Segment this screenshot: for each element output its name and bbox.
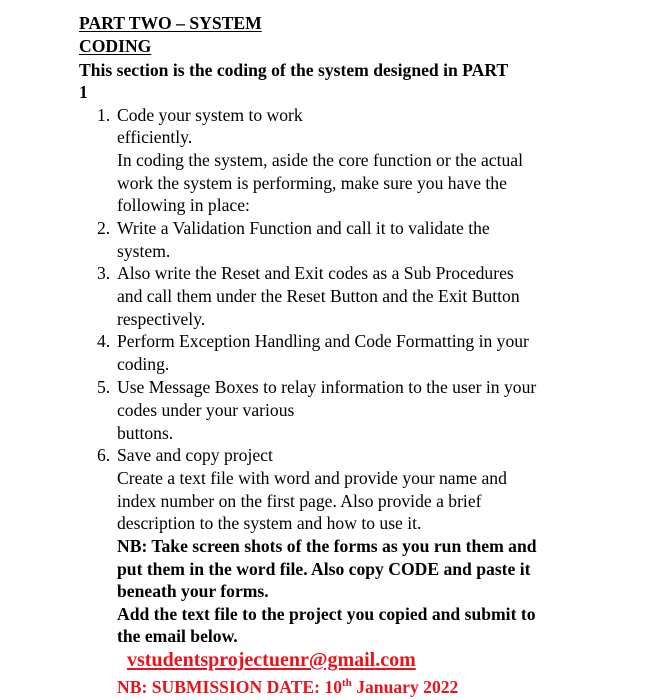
heading-line-1: PART TWO – SYSTEM [79, 13, 262, 33]
list-item-line: respectively. [117, 309, 206, 329]
nb-note-line: the email below. [117, 626, 238, 646]
list-item-line: index number on the first page. Also provide a brief [117, 491, 482, 511]
nb-note-line: put them in the word file. Also copy CODE and paste it [117, 559, 531, 579]
submission-date-prefix: NB: SUBMISSION DATE: 10 [117, 677, 343, 697]
submission-date-suffix-sup: th [342, 677, 352, 689]
list-item-line: system. [117, 241, 171, 261]
list-item-line: efficiently. [117, 127, 193, 147]
heading-line-2: CODING [79, 36, 152, 56]
list-item-line: Save and copy project [117, 445, 273, 465]
list-item-line: description to the system and how to use it. [117, 513, 422, 533]
nb-note-line: NB: Take screen shots of the forms as you run them and [117, 536, 537, 556]
list-item-number: 1. [97, 105, 111, 125]
list-item-line: following in place: [117, 195, 250, 215]
nb-note-line: beneath your forms. [117, 581, 269, 601]
list-item-line: Use Message Boxes to relay information to the user in your [117, 377, 537, 397]
submission-date-suffix: January 2022 [351, 677, 459, 697]
list-item-number: 3. [97, 263, 111, 283]
nb-note-line: Add the text file to the project you copied and submit to [117, 604, 536, 624]
list-item-line: work the system is performing, make sure you have the [117, 173, 507, 193]
list-item-line: In coding the system, aside the core function or the actual [117, 150, 523, 170]
list-item-number: 6. [97, 445, 111, 465]
list-item-line: buttons. [117, 423, 174, 443]
list-item-line: Create a text file with word and provide your name and [117, 468, 507, 488]
list-item-line: and call them under the Reset Button and the Exit Button [117, 286, 520, 306]
submission-date [117, 676, 458, 698]
list-item-line: codes under your various [117, 400, 295, 420]
list-item-line: Write a Validation Function and call it to validate the [117, 218, 490, 238]
list-item-number: 4. [97, 331, 111, 351]
intro-line-1: This section is the coding of the system designed in PART [79, 60, 509, 80]
list-item-line: Code your system to work [117, 105, 303, 125]
list-item-number: 5. [97, 377, 111, 397]
list-item-line: Perform Exception Handling and Code Formatting in your [117, 331, 529, 351]
email-link[interactable]: vstudentsprojectuenr@gmail.com [127, 649, 416, 671]
list-item-line: Also write the Reset and Exit codes as a Sub Procedures [117, 263, 514, 283]
intro-line-2: 1 [79, 82, 88, 102]
list-item-line: coding. [117, 354, 170, 374]
list-item-number: 2. [97, 218, 111, 238]
